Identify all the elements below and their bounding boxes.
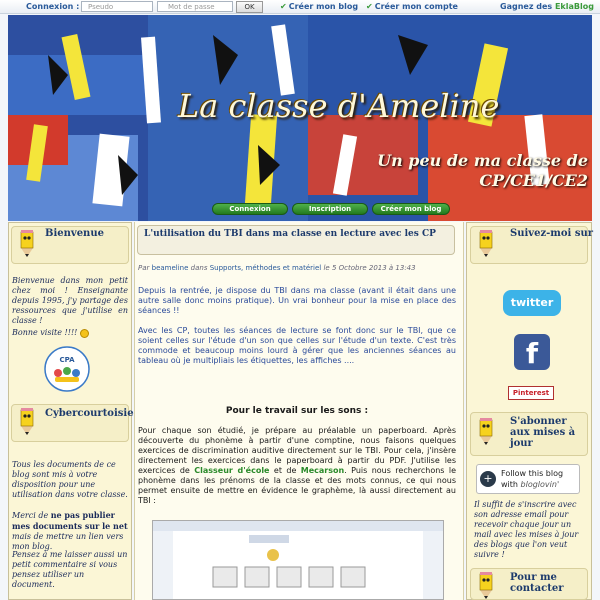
nav-create-blog-button[interactable]: Créer mon blog — [372, 203, 450, 215]
ok-button[interactable]: OK — [236, 1, 263, 13]
create-account-link[interactable]: ✔ Créer mon compte — [366, 2, 458, 11]
bienvenue-title: Bienvenue — [45, 228, 104, 239]
eklablog-promo-link[interactable]: Gagnez des EklaBlog — [500, 2, 594, 11]
smiley-icon — [80, 329, 89, 338]
top-bar — [0, 0, 600, 14]
blog-title[interactable]: La classe d'Ameline — [178, 87, 500, 125]
bloglovin-follow-button[interactable]: + Follow this blog with bloglovin' — [476, 464, 580, 494]
pencil-mascot-icon — [15, 406, 39, 436]
post-paragraph-3: Pour chaque son étudié, je prépare au préalable un paperboard. Après découverte du phonème à partir d'une comptine, nous faisons quelques exercices de discrimination auditive directement sur le TBI. Pour cela, j'insère directement les exercices dans le paperboard à partir du PDF. J'utilise les exercices de Classeur d'école et de Mecarson. Puis nous recherchons le phonème dans les prénoms de la classe et des mots connus, ce qui nous permet ensuite de mettre en évidence le graphème, là aussi directement au TBI : — [138, 426, 456, 505]
abonner-title: S'abonner aux mises à jour — [510, 416, 576, 449]
contact-title: Pour me contacter — [510, 572, 564, 594]
blog-subtitle: Un peu de ma classe de CP/CE1/CE2 — [377, 151, 588, 190]
pencil-mascot-icon — [474, 228, 498, 258]
bienvenue-text: Bienvenue dans mon petit chez moi ! Enseignante depuis 1995, j'y partage des ressources que j'utilise en classe ! — [12, 276, 128, 325]
post-section-heading: Pour le travail sur les sons : — [225, 406, 369, 416]
cyber-text-2: Merci de ne pas publier mes documents sur le net mais de mettre un lien vers mon blog. — [12, 510, 128, 551]
post-meta: Par beameline dans Supports, méthodes et matériel le 5 Octobre 2013 à 13:43 — [138, 264, 416, 272]
bonne-visite-text: Bonne visite !!!! — [12, 328, 89, 338]
cpa-logo-icon[interactable] — [44, 346, 90, 392]
pinterest-link[interactable]: Pinterest — [508, 386, 554, 400]
tbi-screenshot-image — [152, 520, 444, 600]
tbi-screenshot-graphic — [153, 521, 443, 599]
pencil-mascot-icon — [474, 570, 498, 600]
post-title[interactable]: L'utilisation du TBI dans ma classe en lecture avec les CP — [137, 225, 455, 255]
suivez-title: Suivez-moi sur — [510, 228, 593, 239]
pencil-mascot-icon — [15, 228, 39, 258]
create-blog-link[interactable]: ✔ Créer mon blog — [280, 2, 359, 11]
cyber-title: Cybercourtoisie — [45, 408, 134, 419]
pseudo-input[interactable]: Pseudo — [81, 1, 153, 12]
nav-inscription-button[interactable]: Inscription — [292, 203, 368, 215]
cyber-text-3: Pensez à me laisser aussi un petit commentaire si vous pensez utiliser un document. — [12, 550, 128, 589]
header-banner — [8, 15, 592, 221]
pencil-mascot-icon — [474, 416, 498, 446]
cpa-badge-text: CPA — [59, 356, 75, 364]
check-icon: ✔ — [280, 2, 287, 11]
twitter-link[interactable]: twitter — [503, 290, 561, 316]
password-input[interactable]: Mot de passe — [157, 1, 233, 12]
check-icon: ✔ — [366, 2, 373, 11]
post-paragraph-2: Avec les CP, toutes les séances de lecture se font donc sur le TBI, que ce soient celles sur l'étude d'un son que celles sur l'étude d'un texte. C'est très commode et beaucoup moins lourd à gérer que les anciennes séances au tableau où je multipliais les étiquettes, les affiches .... — [138, 326, 456, 365]
plus-icon: + — [480, 471, 496, 487]
category-link[interactable]: Supports, méthodes et matériel — [209, 264, 322, 272]
connexion-label: Connexion : — [26, 2, 80, 11]
abonner-text: Il suffit de s'inscrire avec son adresse email pour recevoir chaque jour un mail avec les mises à jour des blogs que l'on veut suivre ! — [474, 500, 579, 559]
nav-connexion-button[interactable]: Connexion — [212, 203, 288, 215]
post-paragraph-1: Depuis la rentrée, je dispose du TBI dans ma classe (avant il était dans une autre salle donc moins pratique). Un vrai bonheur pour la mise en place des séances !! — [138, 286, 456, 315]
cyber-text-1: Tous les documents de ce blog sont mis à votre disposition pour une utilisation dans votre classe. — [12, 460, 128, 499]
facebook-link-icon[interactable]: f — [514, 334, 550, 370]
author-link[interactable]: beameline — [151, 264, 189, 272]
